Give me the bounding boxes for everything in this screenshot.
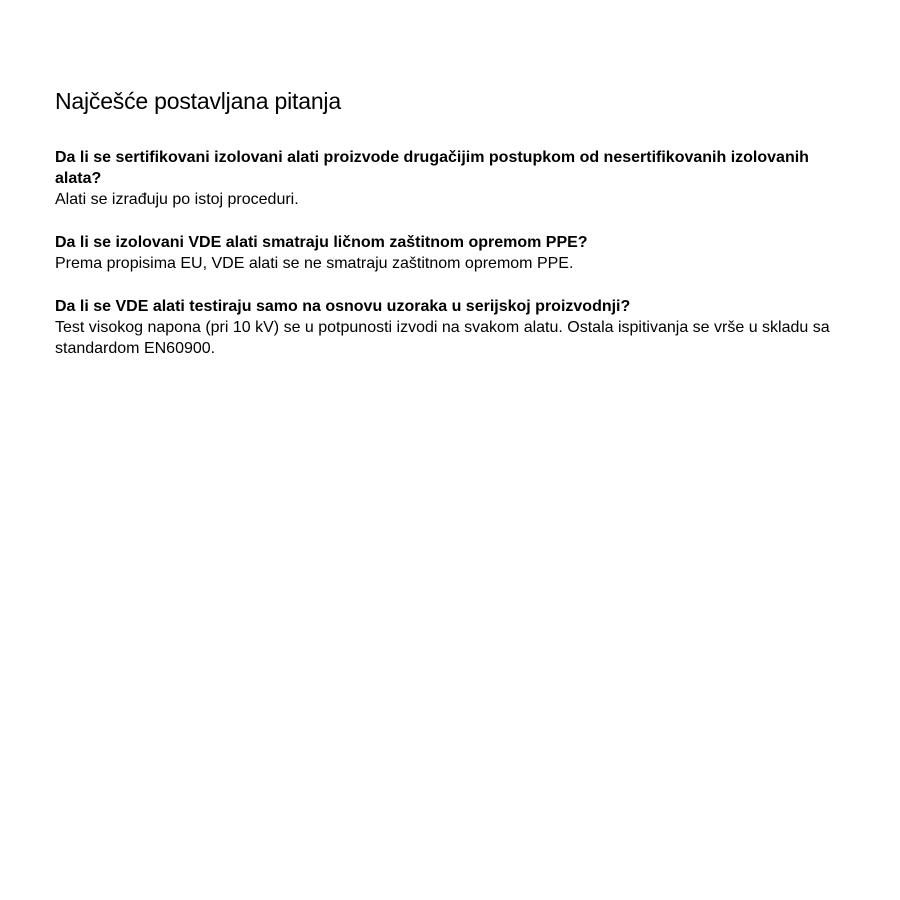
faq-answer: Prema propisima EU, VDE alati se ne smatraju zaštitnom opremom PPE.: [55, 255, 574, 272]
faq-question: Da li se sertifikovani izolovani alati proizvode drugačijim postupkom od nesertifikovanih izolovanih alata?: [55, 149, 809, 187]
faq-answer: Test visokog napona (pri 10 kV) se u potpunosti izvodi na svakom alatu. Ostala ispitivanja se vrše u skladu sa standardom EN60900.: [55, 319, 830, 357]
faq-item: [55, 232, 855, 274]
faq-answer: Alati se izrađuju po istoj proceduri.: [55, 191, 299, 208]
faq-question: Da li se izolovani VDE alati smatraju ličnom zaštitnom opremom PPE?: [55, 234, 588, 251]
page-title: Najčešće postavljana pitanja: [55, 88, 341, 114]
faq-item: [55, 147, 855, 210]
faq-item: [55, 296, 855, 359]
faq-question: Da li se VDE alati testiraju samo na osnovu uzoraka u serijskoj proizvodnji?: [55, 298, 631, 315]
faq-page: [55, 86, 855, 381]
